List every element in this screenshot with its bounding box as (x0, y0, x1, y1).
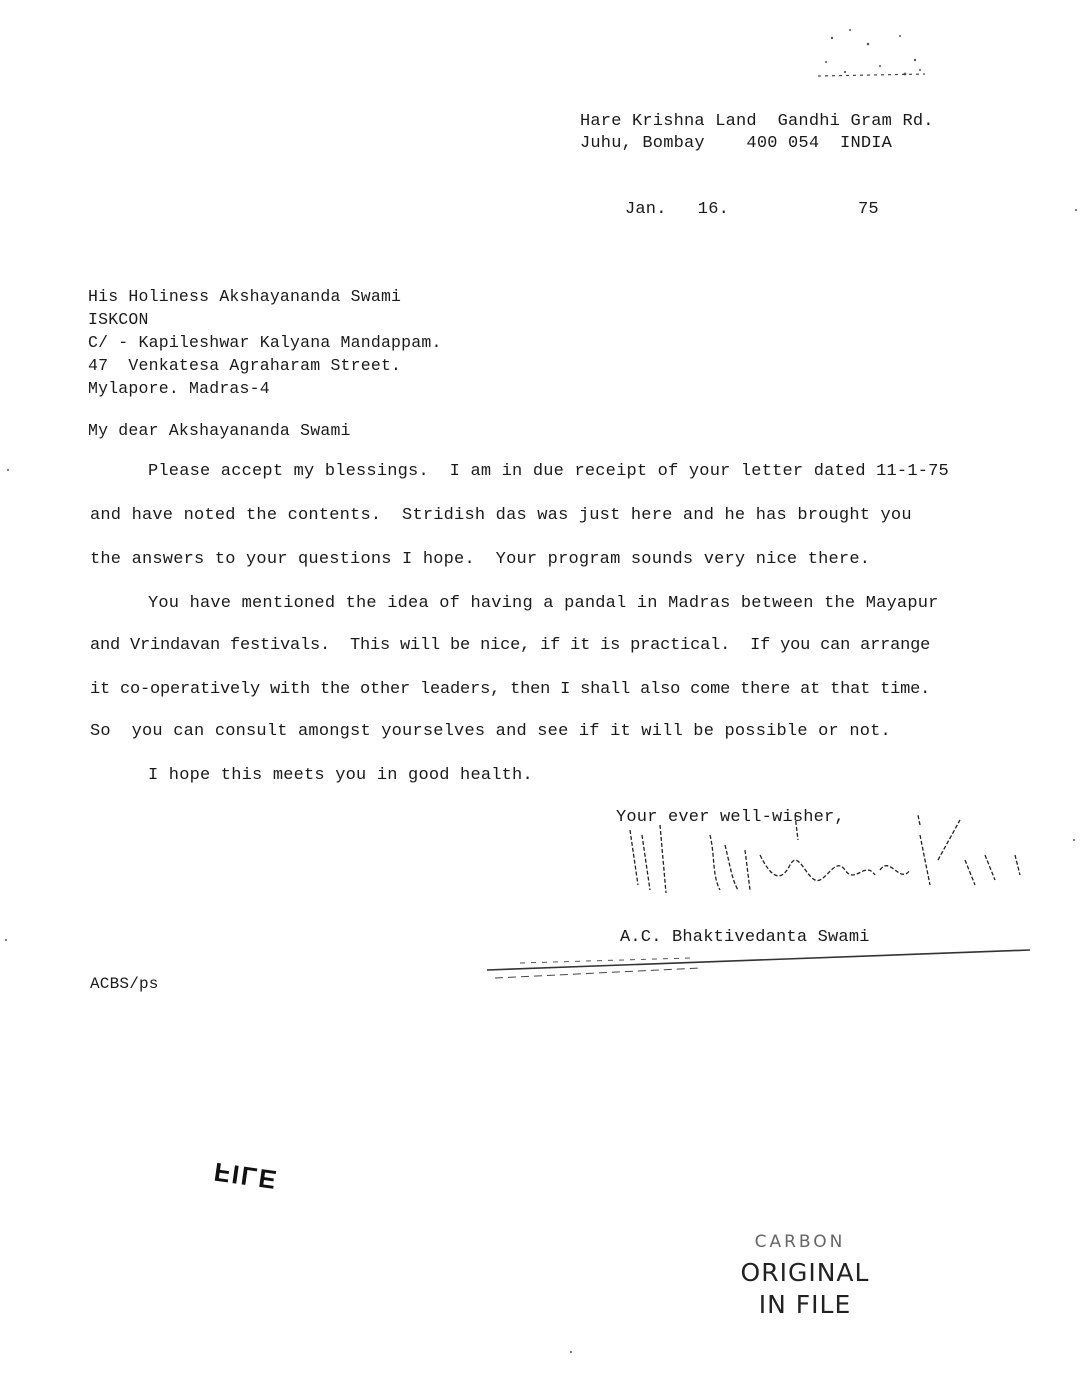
body-line: and Vrindavan festivals. This will be nice, if it is practical. If you can arrange (90, 636, 931, 655)
reference-initials: ACBS/ps (90, 975, 159, 993)
salutation: My dear Akshayananda Swami (88, 421, 351, 440)
body-line: You have mentioned the idea of having a pandal in Madras between the Mayapur (148, 594, 939, 613)
stamp-in-file: IN FILE (758, 1290, 852, 1319)
recipient-line: C/ - Kapileshwar Kalyana Mandappam. (88, 333, 442, 352)
recipient-line: Mylapore. Madras-4 (88, 379, 270, 398)
stamp-original: ORIGINAL (740, 1258, 870, 1287)
file-mark: FILE (212, 1156, 281, 1196)
sender-address-line1: Hare Krishna Land Gandhi Gram Rd. (580, 112, 934, 131)
signatory-name: A.C. Bhaktivedanta Swami (620, 928, 870, 947)
handwritten-signature (620, 815, 1040, 905)
stamp-carbon: CARBON (754, 1232, 846, 1252)
body-line: it co-operatively with the other leaders, then I shall also come there at that time. (90, 680, 931, 699)
body-line: Please accept my blessings. I am in due receipt of your letter dated 11-1-75 (148, 462, 949, 481)
body-line: So you can consult amongst yourselves and see if it will be possible or not. (90, 722, 891, 741)
recipient-line: ISKCON (88, 310, 149, 329)
letter-year: 75 (858, 200, 879, 219)
body-line: and have noted the contents. Stridish das was just here and he has brought you (90, 506, 912, 525)
recipient-line: His Holiness Akshayananda Swami (88, 287, 402, 306)
closing: Your ever well-wisher, (616, 808, 845, 827)
letter-date: Jan. 16. (625, 200, 730, 219)
body-line: I hope this meets you in good health. (148, 766, 533, 785)
sender-address-line2: Juhu, Bombay 400 054 INDIA (580, 134, 893, 153)
recipient-line: 47 Venkatesa Agraharam Street. (88, 356, 402, 375)
body-line: the answers to your questions I hope. Your program sounds very nice there. (90, 550, 871, 569)
